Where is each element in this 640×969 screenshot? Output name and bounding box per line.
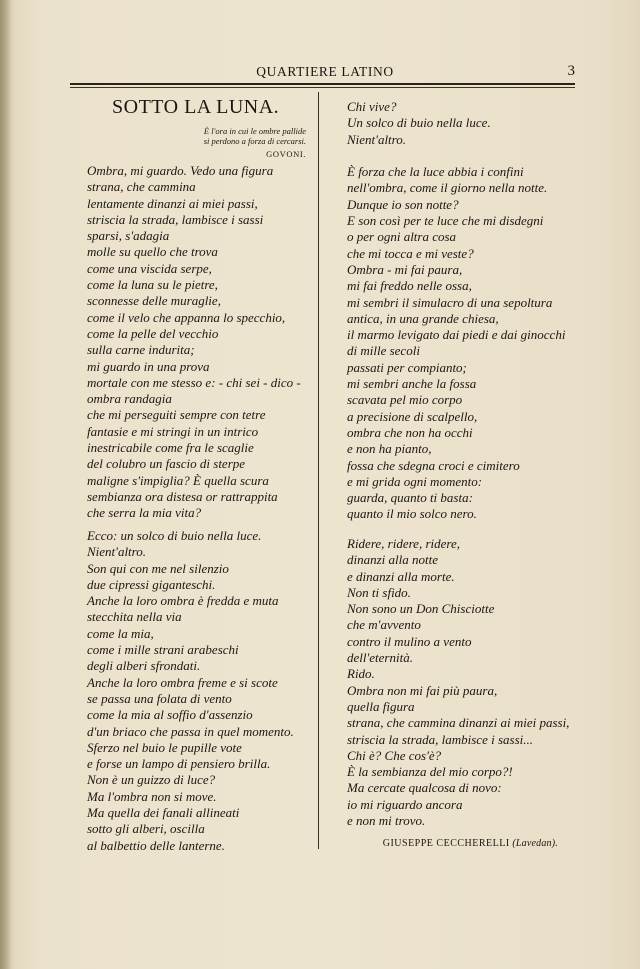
poem-line: io mi riguardo ancora	[347, 796, 463, 812]
poem-line: e dinanzi alla morte.	[347, 568, 455, 584]
running-header-title: QUARTIERE LATINO	[256, 64, 394, 79]
poem-line: quanto il mio solco nero.	[347, 506, 477, 522]
poem-line: come la mia al soffio d'assenzio	[87, 707, 253, 723]
poem-line: inestricabile come fra le scaglie	[87, 440, 254, 456]
poem-line: Anche la loro ombra è fredda e muta	[87, 593, 279, 609]
poem-line: sconnesse delle muraglie,	[87, 293, 221, 309]
poem-line: mi sembri il simulacro di una sepoltura	[347, 294, 553, 310]
poem-line: Non sono un Don Chisciotte	[347, 601, 495, 617]
binding-shadow	[0, 0, 12, 969]
poem-line: Dunque io son notte?	[347, 196, 459, 212]
poem-line: mi fai freddo nelle ossa,	[347, 278, 472, 294]
poem-line: e non ha pianto,	[347, 441, 432, 457]
poem-line: come la luna su le pietre,	[87, 277, 218, 293]
poem-line: e non mi trovo.	[347, 813, 426, 829]
right-stanza-2	[347, 536, 569, 829]
poem-line: e mi grida ogni momento:	[347, 473, 483, 489]
poem-line: Ombra, mi guardo. Vedo una figura	[87, 163, 274, 178]
poem-line: Chi è? Che cos'è?	[347, 747, 442, 763]
poem-line: sembianza ora distesa or rattrappita	[87, 488, 278, 504]
poem-line: sparsi, s'adagia	[87, 228, 170, 244]
poem-line: ombra che non ha occhi	[347, 424, 473, 440]
poem-line: che serra la mia vita?	[87, 505, 202, 521]
author-signature	[380, 838, 558, 849]
poem-line: fossa che sdegna croci e cimitero	[347, 457, 520, 473]
poem-line: Non ti sfido.	[347, 584, 411, 600]
poem-line: del colubro un fascio di sterpe	[87, 456, 246, 472]
poem-line: passati per compianto;	[347, 359, 467, 375]
author-name: GIUSEPPE CECCHERELLI	[382, 838, 510, 849]
left-stanza-1	[87, 163, 301, 522]
poem-line: molle su quello che trova	[87, 244, 218, 260]
poem-line: Chi vive?	[347, 99, 397, 114]
poem-line: mi sembri anche la fossa	[347, 376, 477, 392]
left-stanza-2	[87, 528, 294, 854]
poem-line: che m'avvento	[347, 617, 421, 633]
poem-line: maligne s'impiglia? È quella scura	[87, 472, 269, 488]
poem-line: come i mille strani arabeschi	[87, 642, 239, 658]
poem-line: d'un briaco che passa in quel momento.	[87, 723, 294, 739]
poem-line: mi guardo in una prova	[87, 358, 210, 374]
poem-line: striscia la strada, lambisce i sassi...	[347, 731, 533, 747]
poem-line: il marmo levigato dai piedi e dai ginocchi	[347, 327, 566, 343]
poem-line: Ombra non mi fai più paura,	[347, 682, 498, 698]
poem-line: sotto gli alberi, oscilla	[87, 821, 205, 837]
poem-line: Nient'altro.	[347, 131, 406, 147]
poem-line: Ridere, ridere, ridere,	[347, 536, 460, 551]
poem-line: Sferzo nel buio le pupille vote	[87, 739, 242, 755]
poem-line: come la pelle del vecchio	[87, 325, 219, 341]
poem-line: Ma cercate qualcosa di novo:	[347, 780, 502, 796]
poem-line: fantasie e mi stringi in un intrico	[87, 423, 259, 439]
poem-line: se passa una folata di vento	[87, 690, 232, 706]
poem-line: sulla carne indurita;	[87, 342, 195, 358]
poem-line: mortale con me stesso e: - chi sei - dico -	[87, 374, 301, 390]
poem-line: Ma l'ombra non si move.	[87, 788, 217, 804]
page-number: 3	[567, 63, 575, 79]
poem-line: È la sembianza del mio corpo?!	[347, 764, 513, 780]
header-rule-light	[70, 87, 575, 88]
epigraph-author: GOVONI.	[266, 149, 306, 159]
poem-line: di mille secoli	[347, 343, 420, 359]
epigraph	[150, 126, 306, 146]
poem-line: nell'ombra, come il giorno nella notte.	[347, 180, 548, 196]
poem-line: lentamente dinanzi ai miei passi,	[87, 195, 258, 211]
epigraph-line: È l'ora in cui le ombre pallide	[203, 126, 306, 136]
poem-line: È forza che la luce abbia i confini	[347, 164, 524, 180]
poem-line: striscia la strada, lambisce i sassi	[87, 211, 264, 227]
poem-line: Rido.	[347, 666, 375, 682]
poem-line: che mi tocca e mi veste?	[347, 245, 474, 261]
poem-line: due cipressi giganteschi.	[87, 576, 216, 592]
poem-line: a precisione di scalpello,	[347, 408, 478, 424]
poem-line: E son così per te luce che mi disdegni	[347, 213, 544, 229]
poem-line: Ombra - mi fai paura,	[347, 261, 463, 277]
poem-line: stecchita nella via	[87, 609, 182, 625]
poem-line: Ma quella dei fanali allineati	[87, 805, 240, 821]
poem-line: contro il mulino a vento	[347, 633, 472, 649]
column-divider	[318, 92, 319, 849]
poem-line: scavata pel mio corpo	[347, 392, 463, 408]
poem-line: Un solco di buio nella luce.	[347, 115, 491, 131]
poem-line: Anche la loro ombra freme e si scote	[87, 674, 278, 690]
poem-line: al balbettio delle lanterne.	[87, 837, 225, 853]
poem-line: che mi perseguiti sempre con tetre	[87, 407, 266, 423]
poem-line: Son qui con me nel silenzio	[87, 560, 229, 576]
poem-line: e forse un lampo di pensiero brilla.	[87, 756, 271, 772]
poem-line: strana, che cammina dinanzi ai miei passi,	[347, 715, 570, 731]
poem-line: come il velo che appanna lo specchio,	[87, 309, 286, 325]
poem-line: Nient'altro.	[87, 544, 146, 560]
poem-line: o per ogni altra cosa	[347, 229, 457, 245]
poem-line: come una viscida serpe,	[87, 260, 212, 276]
poem-line: Ecco: un solco di buio nella luce.	[87, 528, 262, 543]
poem-line: dinanzi alla notte	[347, 552, 438, 568]
poem-line: dell'eternità.	[347, 650, 413, 666]
poem-line	[347, 148, 565, 164]
epigraph-line: si perdono a forza di cercarsi.	[203, 136, 306, 146]
poem-line: come la mia,	[87, 625, 154, 641]
poem-title: SOTTO LA LUNA.	[112, 96, 280, 118]
author-pseudonym: (Lavedan).	[512, 838, 558, 849]
header-rule-heavy	[70, 83, 575, 85]
right-stanza-1	[347, 99, 565, 523]
poem-line: antica, in una grande chiesa,	[347, 310, 499, 326]
poem-line: degli alberi sfrondati.	[87, 658, 201, 674]
poem-line: quella figura	[347, 698, 415, 714]
poem-line: Non è un guizzo di luce?	[87, 772, 216, 788]
poem-line: ombra randagia	[87, 391, 172, 407]
poem-line: strana, che cammina	[87, 179, 196, 195]
poem-line: guarda, quanto ti basta:	[347, 490, 473, 506]
